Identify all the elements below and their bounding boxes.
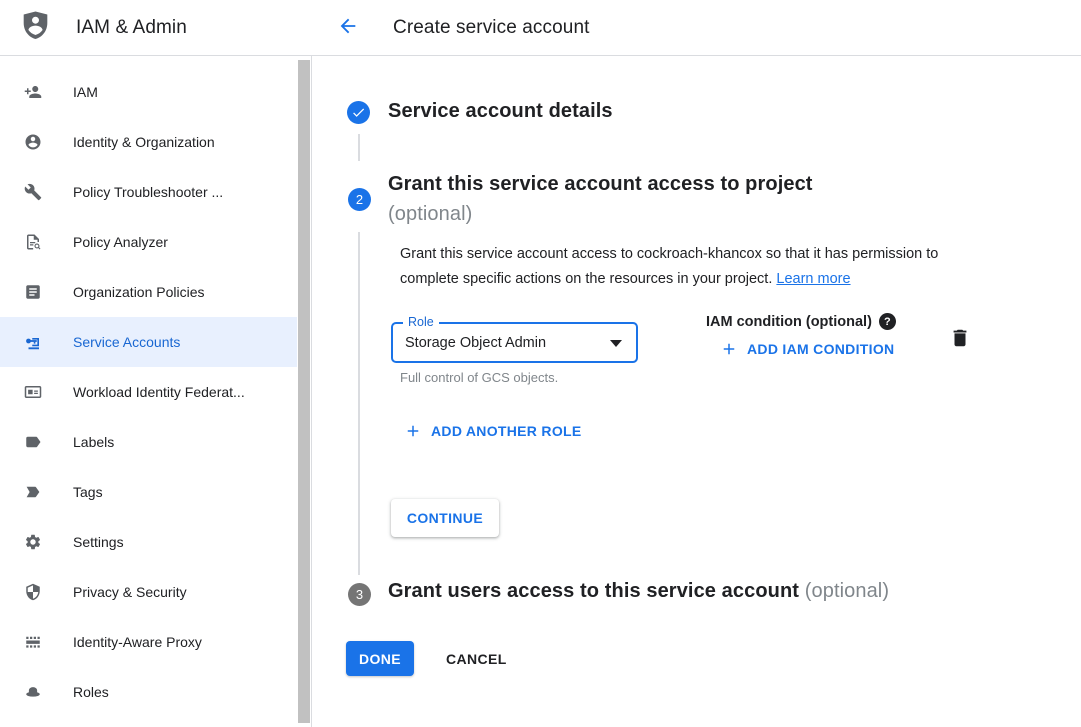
- add-iam-condition-label: ADD IAM CONDITION: [747, 341, 895, 357]
- sidebar-item-label: Workload Identity Federat...: [73, 384, 245, 400]
- step2-title: [388, 169, 948, 229]
- sidebar-item-label: Roles: [73, 684, 109, 700]
- sidebar-item-label: Organization Policies: [73, 284, 205, 300]
- sidebar-item-label: Labels: [73, 434, 115, 450]
- sidebar-item-label: Settings: [73, 534, 124, 550]
- learn-more-link[interactable]: Learn more: [776, 271, 851, 287]
- shield-icon: [24, 583, 42, 601]
- page-title: Create service account: [393, 16, 590, 38]
- sidebar-item-policy-analyzer[interactable]: [0, 217, 297, 267]
- role-selected-value: Storage Object Admin: [405, 334, 547, 351]
- app-title: IAM & Admin: [76, 16, 187, 38]
- sidebar-item-policy-troubleshooter[interactable]: [0, 167, 297, 217]
- sidebar-item-roles[interactable]: [0, 667, 297, 717]
- label-icon: [24, 433, 42, 451]
- trash-icon: [949, 338, 971, 353]
- wrench-icon: [24, 183, 42, 201]
- back-button[interactable]: [336, 16, 360, 40]
- role-helper-text: Full control of GCS objects.: [400, 370, 559, 385]
- stepper-connector: [358, 134, 360, 161]
- document-search-icon: [24, 233, 42, 251]
- sidebar-item-label: Service Accounts: [73, 334, 181, 350]
- sidebar-item-tags[interactable]: [0, 467, 297, 517]
- step2-description: [400, 242, 984, 292]
- step2-number-badge: [348, 188, 371, 211]
- step3-number-badge: [348, 583, 371, 606]
- tag-arrow-icon: [24, 483, 42, 501]
- sidebar-item-identity-organization[interactable]: [0, 117, 297, 167]
- sidebar: [0, 56, 297, 727]
- account-circle-icon: [24, 133, 42, 151]
- step2-title-text: Grant this service account access to project: [388, 173, 813, 195]
- step3-title-text: Grant users access to this service account: [388, 580, 800, 602]
- delete-role-button[interactable]: [949, 326, 971, 350]
- sidebar-item-privacy-security[interactable]: [0, 567, 297, 617]
- sidebar-item-workload-identity-federation[interactable]: [0, 367, 297, 417]
- sidebar-item-identity-aware-proxy[interactable]: [0, 617, 297, 667]
- scrollbar-thumb[interactable]: [298, 60, 310, 723]
- arrow-back-icon: [337, 15, 359, 40]
- sidebar-item-settings[interactable]: [0, 517, 297, 567]
- add-another-role-button[interactable]: [404, 422, 582, 440]
- iam-admin-shield-logo-icon: [22, 10, 49, 46]
- product-header: [0, 0, 311, 55]
- iam-condition-header: [706, 313, 896, 330]
- sidebar-item-iam[interactable]: [0, 67, 297, 117]
- proxy-icon: [24, 633, 42, 651]
- sidebar-item-labels[interactable]: [0, 417, 297, 467]
- sidebar-item-label: Policy Troubleshooter ...: [73, 184, 224, 200]
- add-another-role-label: ADD ANOTHER ROLE: [431, 423, 582, 439]
- role-dropdown[interactable]: [391, 315, 638, 363]
- sidebar-item-label: Identity-Aware Proxy: [73, 634, 202, 650]
- document-list-icon: [24, 283, 42, 301]
- identity-card-icon: [24, 383, 42, 401]
- sidebar-item-label: Identity & Organization: [73, 134, 215, 150]
- step1-title: Service account details: [388, 100, 613, 122]
- step3-optional-label: (optional): [804, 580, 890, 602]
- main-content: [313, 56, 1081, 727]
- sidebar-item-label: IAM: [73, 84, 98, 100]
- step2-description-text: Grant this service account access to cockroach-khancox so that it has permission to complete specific actions on the resources in your project.: [400, 246, 939, 287]
- sidebar-item-label: Policy Analyzer: [73, 234, 168, 250]
- sidebar-scrollbar[interactable]: [297, 56, 312, 727]
- hat-icon: [24, 683, 42, 701]
- step1-complete-check-icon: [347, 101, 370, 124]
- service-account-key-icon: [24, 333, 42, 351]
- stepper-connector: [358, 232, 360, 575]
- sidebar-item-service-accounts[interactable]: [0, 317, 297, 367]
- gear-icon: [24, 533, 42, 551]
- step3-title: [388, 580, 1068, 603]
- add-iam-condition-button[interactable]: [720, 340, 894, 358]
- page-header: [311, 0, 1081, 55]
- step3-number: 3: [355, 587, 364, 602]
- step2-optional-label: (optional): [388, 203, 473, 225]
- step2-number: 2: [355, 192, 364, 207]
- sidebar-item-organization-policies[interactable]: [0, 267, 297, 317]
- person-add-icon: [24, 83, 42, 101]
- chevron-down-icon: [610, 340, 622, 347]
- iam-condition-label: IAM condition (optional): [706, 313, 872, 330]
- help-icon[interactable]: ?: [879, 313, 896, 330]
- done-button[interactable]: DONE: [346, 641, 414, 676]
- top-header: [0, 0, 1081, 56]
- plus-icon: [404, 422, 422, 440]
- sidebar-item-label: Tags: [73, 484, 103, 500]
- plus-icon: [720, 340, 738, 358]
- cancel-button[interactable]: CANCEL: [433, 641, 520, 676]
- role-field-label: Role: [403, 315, 439, 329]
- sidebar-item-label: Privacy & Security: [73, 584, 187, 600]
- continue-button[interactable]: CONTINUE: [391, 499, 499, 537]
